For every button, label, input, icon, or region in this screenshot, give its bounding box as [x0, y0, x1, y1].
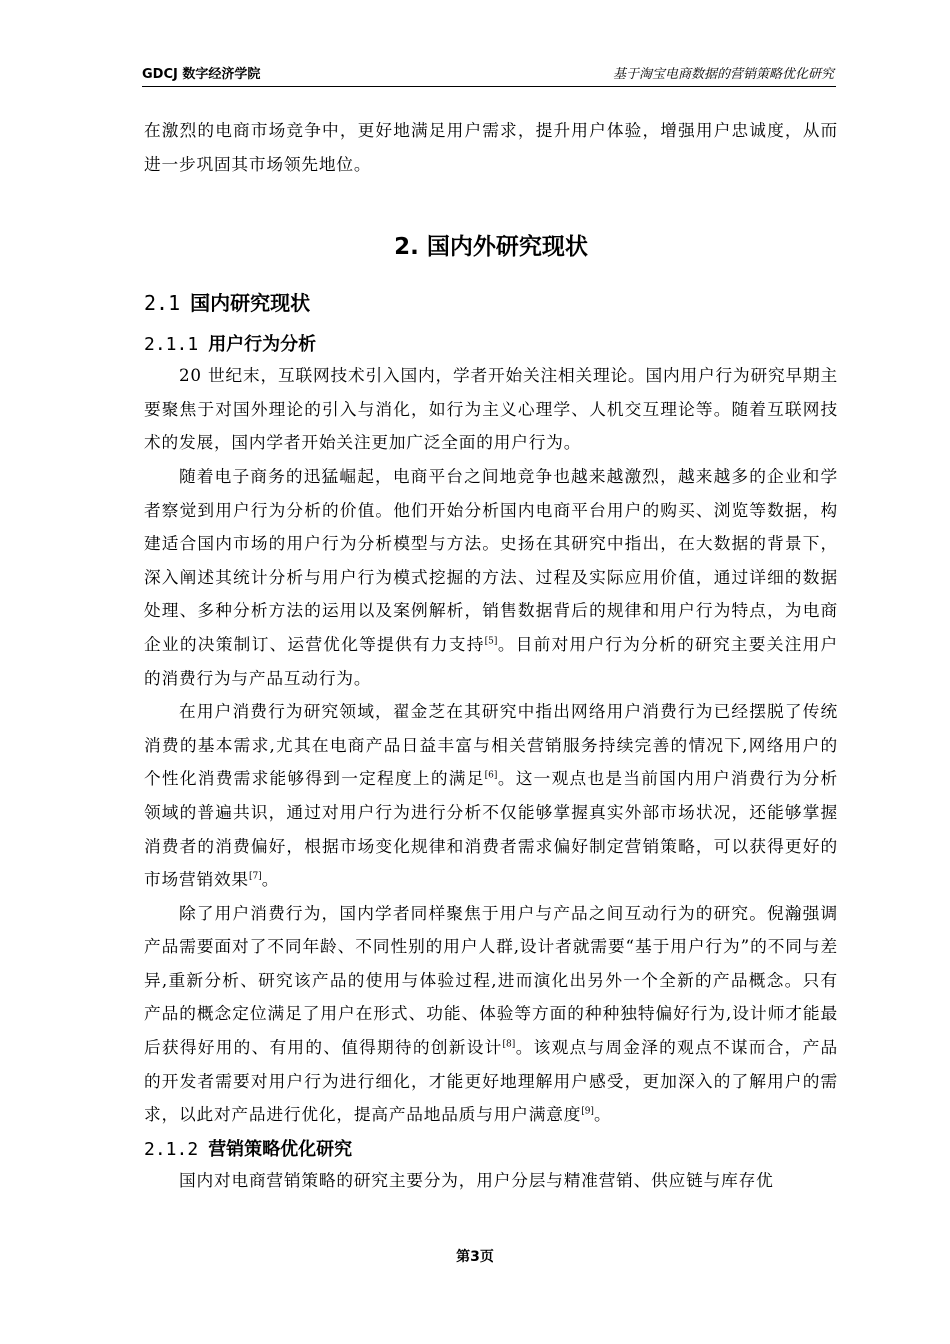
subsection-number: 2.1.2 — [144, 1138, 199, 1160]
paragraph-2-text-a: 随着电子商务的迅猛崛起，电商平台之间地竞争也越来越激烈，越来越多的企业和学者察觉到用户行为分析的价值。他们开始分析国内电商平台用户的购买、浏览等数据，构建适合国内市场的用户行为分析模型与方法。史扬在其研究中指出，在大数据的背景下，深入阐述其统计分析与用户行为模式挖掘的方法、过程及实际应用价值，通过详细的数据处理、多种分析方法的运用以及案例解析，销售数据背后的规律和用户行为特点，为电商企业的决策制订、运营优化等提供有力支持 — [144, 465, 838, 654]
subsection-number: 2.1.1 — [144, 334, 199, 356]
chapter-title: 2. 国内外研究现状 — [394, 234, 588, 261]
citation-9: [9] — [581, 1106, 594, 1117]
paragraph-5: 国内对电商营销策略的研究主要分为，用户分层与精准营销、供应链与库存优 — [179, 1169, 774, 1190]
paragraph-2-text-b: 。目前对用户行为分析的研究主要关注用户的消费行为与产品互动行为。 — [144, 633, 838, 688]
paragraph-3-text-a: 在用户消费行为研究领域，翟金芝在其研究中指出网络用户消费行为已经摆脱了传统消费的基本需求,尤其在电商产品日益丰富与相关营销服务持续完善的情况下,网络用户的个性化消费需求能够得到一定程度上的满足 — [144, 701, 838, 789]
subsection-title: 营销策略优化研究 — [208, 1138, 353, 1160]
paragraph-4 — [144, 897, 838, 1132]
intro-paragraph: 在激烈的电商市场竞争中，更好地满足用户需求，提升用户体验，增强用户忠诚度，从而进一步巩固其市场领先地位。 — [144, 120, 838, 174]
paragraph-3-text-c: 。 — [261, 869, 280, 890]
section-heading-2-1 — [144, 287, 838, 319]
paragraph-2 — [144, 460, 838, 695]
header-college-name: GDCJ 数字经济学院 — [142, 67, 261, 82]
page-body — [144, 114, 838, 1197]
paragraph-4-text-b: 。该观点与周金泽的观点不谋而合，产品的开发者需要对用户行为进行细化，才能更好地理解用户感受，更加深入的了解用户的需求，以此对产品进行优化，提高产品地品质与用户满意度 — [144, 1037, 838, 1125]
section-title: 国内研究现状 — [190, 291, 311, 316]
citation-6: [6] — [484, 770, 498, 781]
subsection-heading-2-1-1 — [144, 331, 838, 359]
subsection-title: 用户行为分析 — [208, 334, 317, 356]
citation-7: [7] — [248, 871, 262, 882]
header-divider — [142, 86, 836, 87]
paragraph-3-text-b: 。这一观点也是当前国内用户消费行为分析领域的普遍共识，通过对用户行为进行分析不仅能够掌握真实外部市场状况，还能够掌握消费者的消费偏好，根据市场变化规律和消费者需求偏好制定营销策略，可以获得更好的市场营销效果 — [144, 768, 838, 890]
header-thesis-title: 基于淘宝电商数据的营销策略优化研究 — [612, 67, 834, 82]
subsection-heading-2-1-2 — [144, 1136, 838, 1164]
paragraph-1: 20 世纪末，互联网技术引入国内，学者开始关注相关理论。国内用户行为研究早期主要聚焦于对国外理论的引入与消化，如行为主义心理学、人机交互理论等。随着互联网技术的发展，国内学者开始关注更加广泛全面的用户行为。 — [144, 365, 838, 453]
page-number: 第3页 — [456, 1249, 494, 1265]
paragraph-4-text-c: 。 — [593, 1104, 612, 1125]
citation-8: [8] — [502, 1039, 516, 1050]
paragraph-3 — [144, 695, 838, 897]
citation-5: [5] — [484, 636, 498, 647]
section-number: 2.1 — [144, 291, 181, 316]
paragraph-4-text-a: 除了用户消费行为，国内学者同样聚焦于用户与产品之间互动行为的研究。倪瀚强调产品需要面对了不同年龄、不同性别的用户人群,设计者就需要“基于用户行为”的不同与差异,重新分析、研究该产品的使用与体验过程,进而演化出另外一个全新的产品概念。只有产品的概念定位满足了用户在形式、功能、体验等方面的种种独特偏好行为,设计师才能最后获得好用的、有用的、值得期待的创新设计 — [144, 902, 838, 1058]
